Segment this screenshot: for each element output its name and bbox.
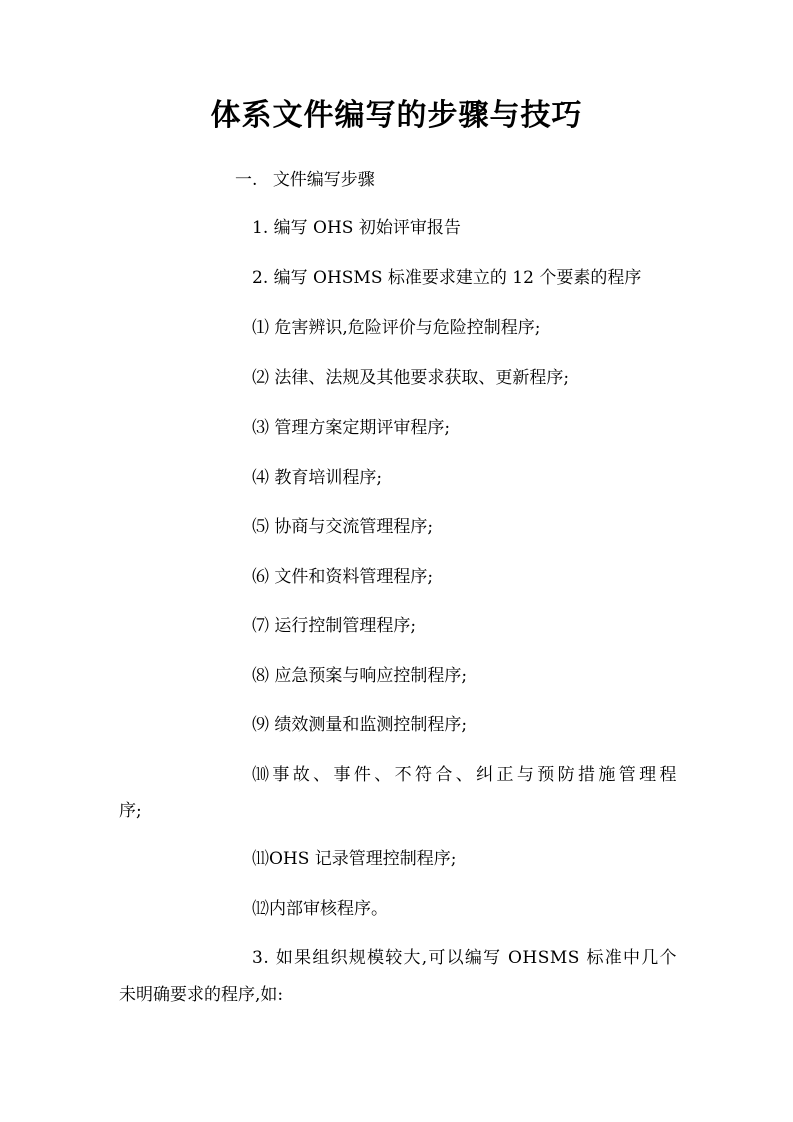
procedure-item-1: ⑴ 危害辨识,危险评价与危险控制程序; (252, 318, 541, 338)
procedure-item-2: ⑵ 法律、法规及其他要求获取、更新程序; (252, 368, 570, 388)
procedure-item-7: ⑺ 运行控制管理程序; (252, 616, 417, 636)
step-3: 3. 如果组织规模较大,可以编写 OHSMS 标准中几个 (252, 948, 677, 968)
page-title: 体系文件编写的步骤与技巧 (210, 98, 583, 133)
procedure-item-12: ⑿内部审核程序。 (252, 899, 388, 919)
step-3-continued: 未明确要求的程序,如: (119, 985, 284, 1005)
procedure-item-5: ⑸ 协商与交流管理程序; (252, 517, 434, 537)
procedure-item-8: ⑻ 应急预案与响应控制程序; (252, 666, 468, 686)
procedure-item-11: ⑾OHS 记录管理控制程序; (252, 849, 457, 869)
procedure-item-3: ⑶ 管理方案定期评审程序; (252, 418, 451, 438)
procedure-item-9: ⑼ 绩效测量和监测控制程序; (252, 715, 468, 735)
procedure-item-10: ⑽事故、事件、不符合、纠正与预防措施管理程 (252, 765, 677, 785)
procedure-item-4: ⑷ 教育培训程序; (252, 468, 383, 488)
step-2: 2. 编写 OHSMS 标准要求建立的 12 个要素的程序 (252, 268, 642, 288)
procedure-item-10-continued: 序; (119, 801, 142, 821)
procedure-item-6: ⑹ 文件和资料管理程序; (252, 567, 434, 587)
section-number: 一. (235, 170, 258, 190)
section-heading (235, 168, 375, 192)
step-1: 1. 编写 OHS 初始评审报告 (252, 218, 461, 238)
section-text: 文件编写步骤 (272, 170, 375, 190)
